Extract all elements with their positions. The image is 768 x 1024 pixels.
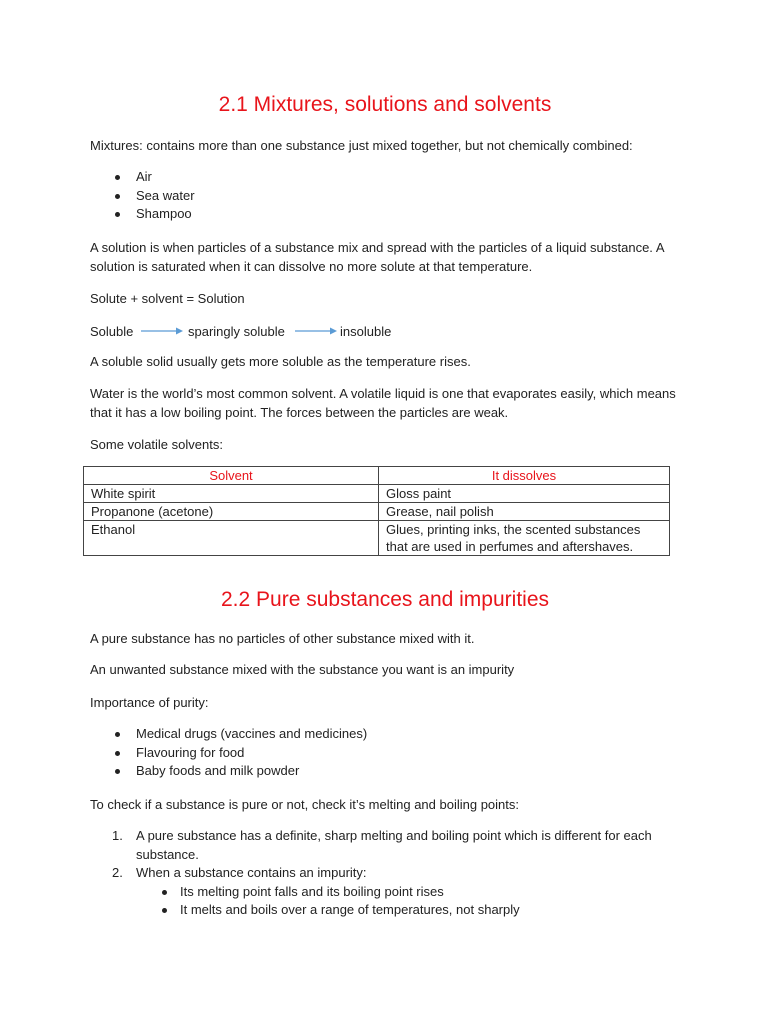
impurity-effects-list [136, 883, 680, 920]
step-text: When a substance contains an impurity: [136, 865, 367, 880]
importance-list [90, 725, 680, 781]
list-item: Baby foods and milk powder [90, 762, 680, 781]
solution-paragraph: A solution is when particles of a substance mix and spread with the particles of a liquid substance. A solution is saturated when it can dissolve no more solute at that temperature. [90, 240, 664, 274]
volatile-intro: Some volatile solvents: [90, 437, 223, 452]
scale-soluble: Soluble [90, 324, 134, 339]
list-item: Flavouring for food [90, 744, 680, 763]
mixture-examples-list [90, 168, 680, 224]
column-header-solvent: Solvent [84, 467, 379, 485]
table-header-row [84, 467, 670, 485]
list-item [90, 827, 680, 864]
water-paragraph: Water is the world’s most common solvent. A volatile liquid is one that evaporates easily, which means that it has a low boiling point. The forces between the particles are weak. [90, 386, 676, 420]
table-cell: Glues, printing inks, the scented substances that are used in perfumes and aftershaves. [379, 521, 670, 556]
section-heading-mixtures: 2.1 Mixtures, solutions and solvents [218, 93, 552, 116]
purity-check-steps [90, 827, 680, 920]
table-row [84, 521, 670, 556]
list-item [90, 864, 680, 920]
table-row [84, 503, 670, 521]
column-header-dissolves: It dissolves [379, 467, 670, 485]
right-arrow-icon [295, 326, 337, 336]
step-number: 1. [112, 828, 123, 843]
solute-equation: Solute + solvent = Solution [90, 291, 245, 306]
solubility-scale [90, 322, 680, 341]
scale-insoluble: insoluble [340, 324, 392, 339]
scale-sparingly-soluble: sparingly soluble [188, 324, 285, 339]
table-cell: Gloss paint [379, 485, 670, 503]
pure-substance-definition: A pure substance has no particles of other substance mixed with it. [90, 631, 475, 646]
table-cell: White spirit [84, 485, 379, 503]
step-text: A pure substance has a definite, sharp melting and boiling point which is different for each substance. [136, 828, 652, 862]
mixtures-intro: Mixtures: contains more than one substance just mixed together, but not chemically combined: [90, 138, 633, 153]
list-item: Shampoo [90, 205, 680, 224]
section-heading-pure-substances: 2.2 Pure substances and impurities [220, 588, 549, 611]
table-cell: Propanone (acetone) [84, 503, 379, 521]
list-item: It melts and boils over a range of temperatures, not sharply [136, 901, 680, 920]
importance-intro: Importance of purity: [90, 695, 209, 710]
solvents-table [83, 466, 670, 556]
list-item: Medical drugs (vaccines and medicines) [90, 725, 680, 744]
list-item: Its melting point falls and its boiling point rises [136, 883, 680, 902]
table-cell: Ethanol [84, 521, 379, 556]
impurity-definition: An unwanted substance mixed with the substance you want is an impurity [90, 662, 515, 677]
list-item: Sea water [90, 187, 680, 206]
right-arrow-icon [141, 326, 183, 336]
list-item: Air [90, 168, 680, 187]
table-cell: Grease, nail polish [379, 503, 670, 521]
table-row [84, 485, 670, 503]
step-number: 2. [112, 865, 123, 880]
soluble-temperature-note: A soluble solid usually gets more soluble as the temperature rises. [90, 354, 471, 369]
purity-check-intro: To check if a substance is pure or not, check it’s melting and boiling points: [90, 797, 519, 812]
